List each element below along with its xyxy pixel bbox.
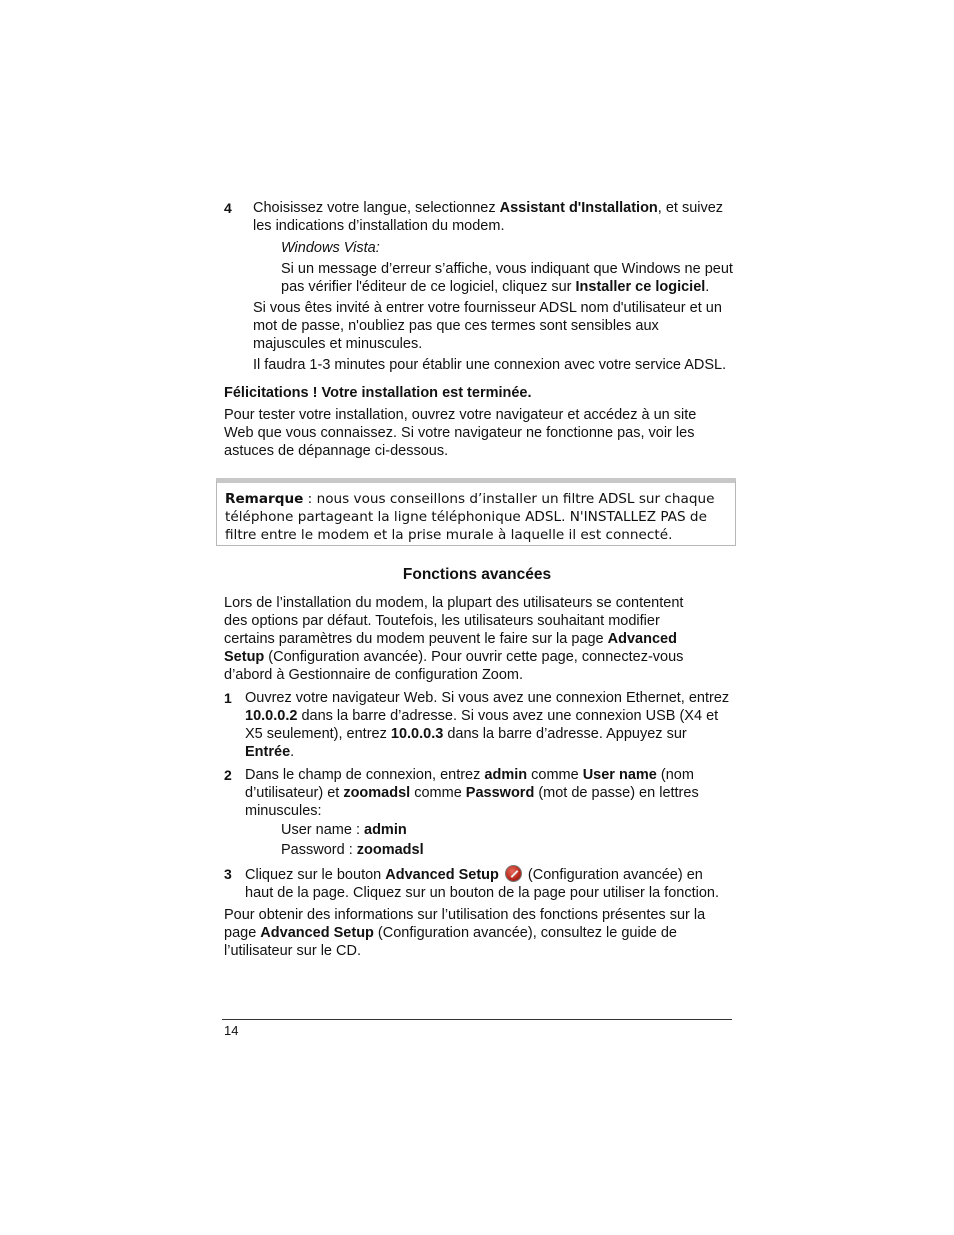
assistant-installation-term: Assistant d'Installation xyxy=(499,200,658,216)
user-name-value: admin xyxy=(364,822,407,838)
text: Cliquez sur le bouton xyxy=(245,867,386,883)
text: comme xyxy=(410,785,466,801)
congratulations-heading: Félicitations ! Votre installation est terminée. xyxy=(224,385,532,401)
text: (nom d’utilisateur) et xyxy=(245,767,694,801)
text: (Configuration avancée). Pour ouvrir cette page, connectez-vous d’abord à Gestionnaire de configuration Zoom. xyxy=(224,649,684,683)
text: Choisissez votre langue, selectionnez xyxy=(253,200,500,216)
remark-text: : nous vous conseillons d’installer un filtre ADSL sur chaque téléphone partageant la ligne téléphonique ADSL. N'INSTALLEZ PAS de filtre entre le modem et la prise murale à laquelle il est connecté. xyxy=(225,491,715,543)
step-4-number: 4 xyxy=(224,200,232,216)
outro-paragraph xyxy=(224,906,732,960)
page-number: 14 xyxy=(224,1023,239,1038)
text: Dans le champ de connexion, entrez xyxy=(245,767,485,783)
step-3-text xyxy=(245,865,730,902)
windows-vista-label: Windows Vista: xyxy=(281,240,380,256)
text: Si un message d’erreur s’affiche, vous indiquant que Windows ne peut pas vérifier l'éditeur de ce logiciel, cliquez sur xyxy=(281,261,733,295)
section-heading: Fonctions avancées xyxy=(402,566,552,583)
installer-logiciel-term: Installer ce logiciel xyxy=(575,279,706,295)
password-value: zoomadsl xyxy=(356,842,424,858)
zoomadsl-term: zoomadsl xyxy=(343,785,411,801)
text: , et suivez les indications d’installation du modem. xyxy=(253,200,724,234)
ethernet-address: 10.0.0.2 xyxy=(245,708,298,724)
text: Password : xyxy=(281,842,357,858)
text: . xyxy=(290,744,295,760)
connection-time-note: Il faudra 1-3 minutes pour établir une connexion avec votre service ADSL. xyxy=(253,357,727,373)
remark-label: Remarque xyxy=(225,491,304,507)
advanced-setup-term: Advanced Setup xyxy=(224,631,677,665)
step-3-number: 3 xyxy=(224,866,232,882)
text: (Configuration avancée), consultez le guide de l’utilisateur sur le CD. xyxy=(224,925,677,959)
admin-term: admin xyxy=(484,767,528,783)
step-1-number: 1 xyxy=(224,690,232,706)
test-installation-paragraph: Pour tester votre installation, ouvrez votre navigateur et accédez à un site Web que vous connaissez. Si votre navigateur ne fonctionne pas, voir les astuces de dépannage ci-dessous. xyxy=(224,407,697,459)
footer-rule xyxy=(222,1019,732,1020)
text: (mot de passe) en lettres minuscules: xyxy=(245,785,699,819)
step-2-number: 2 xyxy=(224,767,232,783)
step-1-text xyxy=(245,689,730,761)
advanced-setup-icon xyxy=(505,865,522,882)
text: Ouvrez votre navigateur Web. Si vous avez une connexion Ethernet, entrez xyxy=(245,690,730,706)
text: . xyxy=(705,279,710,295)
vista-message xyxy=(281,260,733,296)
text: Lors de l’installation du modem, la plupart des utilisateurs se contentent des options par défaut. Toutefois, les utilisateurs souhaitant modifier certains paramètres du modem peuvent le faire sur la page xyxy=(224,595,684,647)
adsl-credentials-note: Si vous êtes invité à entrer votre fournisseur ADSL nom d'utilisateur et un mot de passe, n'oubliez pas que ces termes sont sensibles aux majuscules et minuscules. xyxy=(253,300,722,352)
text: Pour obtenir des informations sur l’utilisation des fonctions présentes sur la page xyxy=(224,907,706,941)
text: comme xyxy=(527,767,583,783)
step-4-text xyxy=(253,199,731,235)
user-name-line xyxy=(281,821,407,839)
text: (Configuration avancée) en haut de la page. Cliquez sur un bouton de la page pour utiliser la fonction. xyxy=(245,867,719,901)
enter-key-term: Entrée xyxy=(245,744,291,760)
password-line xyxy=(281,841,424,859)
password-term: Password xyxy=(465,785,535,801)
remark-box xyxy=(216,478,736,546)
text: User name : xyxy=(281,822,364,838)
text: dans la barre d’adresse. Appuyez sur xyxy=(443,726,687,742)
advanced-setup-term: Advanced Setup xyxy=(260,925,374,941)
intro-paragraph xyxy=(224,594,706,684)
text: dans la barre d’adresse. Si vous avez une connexion USB (X4 et X5 seulement), entrez xyxy=(245,708,719,742)
step-2-text xyxy=(245,766,715,820)
usb-address: 10.0.0.3 xyxy=(390,726,444,742)
user-name-term: User name xyxy=(582,767,657,783)
advanced-setup-term: Advanced Setup xyxy=(385,867,499,883)
